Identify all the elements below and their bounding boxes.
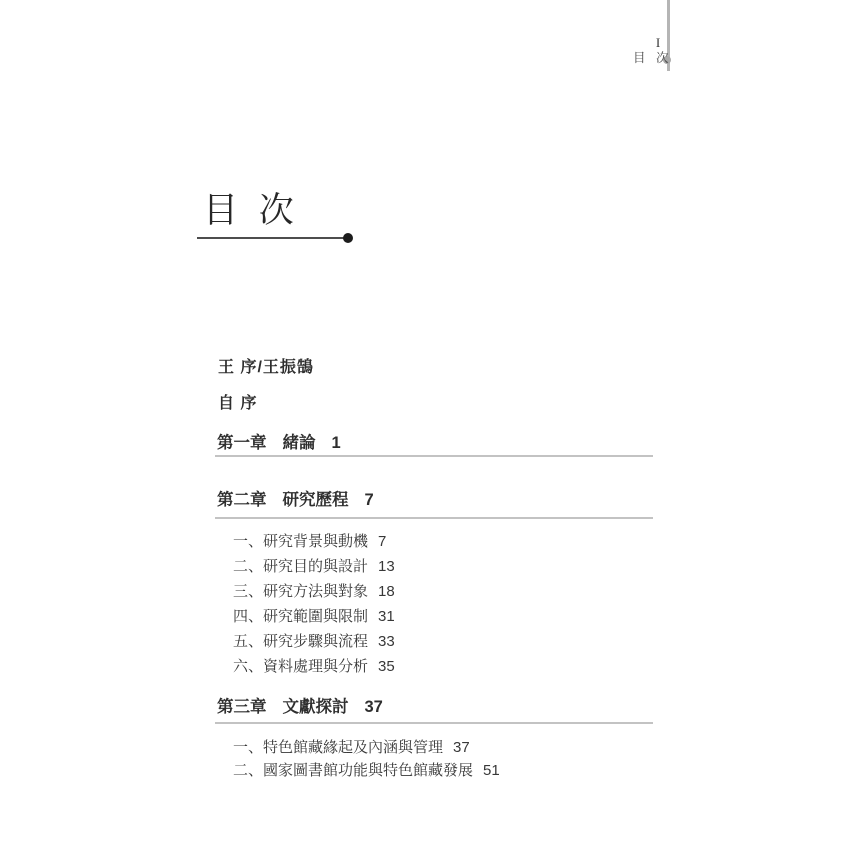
- title-rule-end-dot: [343, 233, 353, 243]
- section-label: 六、資料處理與分析: [233, 658, 369, 675]
- title-rule: [197, 237, 346, 239]
- chapter-page-number: 37: [364, 698, 383, 716]
- section-label: 二、研究目的與設計: [233, 558, 369, 575]
- section-page-number: 33: [378, 633, 395, 650]
- chapter-entry: [217, 699, 383, 716]
- chapter-underline: [215, 722, 653, 724]
- chapter-title: 文獻探討: [282, 698, 349, 716]
- section-label: 二、國家圖書館功能與特色館藏發展: [233, 762, 474, 779]
- section-label: 三、研究方法與對象: [233, 583, 369, 600]
- chapter-page-number: 7: [364, 491, 374, 509]
- running-head-label: 目 次: [633, 51, 670, 65]
- front-matter-entry: 自 序: [218, 395, 258, 412]
- section-entry: [233, 559, 395, 574]
- chapter-entry: [217, 492, 374, 509]
- section-page-number: 51: [483, 762, 500, 779]
- section-entry: [233, 534, 386, 549]
- chapter-entry: [217, 435, 341, 452]
- front-matter-entry: 王 序/王振鵠: [218, 359, 314, 376]
- chapter-underline: [215, 455, 653, 457]
- section-entry: [233, 763, 500, 778]
- section-label: 一、研究背景與動機: [233, 533, 369, 550]
- section-entry: [233, 659, 395, 674]
- section-page-number: 31: [378, 608, 395, 625]
- chapter-label: 第一章: [217, 434, 267, 452]
- section-entry: [233, 740, 470, 755]
- chapter-title: 緒論: [282, 434, 316, 452]
- chapter-page-number: 1: [331, 434, 341, 452]
- chapter-title: 研究歷程: [282, 491, 349, 509]
- chapter-label: 第二章: [217, 491, 267, 509]
- page-title: 目 次: [203, 191, 294, 230]
- section-label: 一、特色館藏緣起及內涵與管理: [233, 739, 444, 756]
- chapter-underline: [215, 517, 653, 519]
- section-page-number: 18: [378, 583, 395, 600]
- chapter-label: 第三章: [217, 698, 267, 716]
- section-page-number: 37: [453, 739, 470, 756]
- section-entry: [233, 634, 395, 649]
- section-page-number: 13: [378, 558, 395, 575]
- section-entry: [233, 609, 395, 624]
- running-page-number: I: [655, 35, 661, 50]
- section-label: 四、研究範圍與限制: [233, 608, 369, 625]
- section-page-number: 7: [378, 533, 387, 550]
- section-page-number: 35: [378, 658, 395, 675]
- section-label: 五、研究步驟與流程: [233, 633, 369, 650]
- section-entry: [233, 584, 395, 599]
